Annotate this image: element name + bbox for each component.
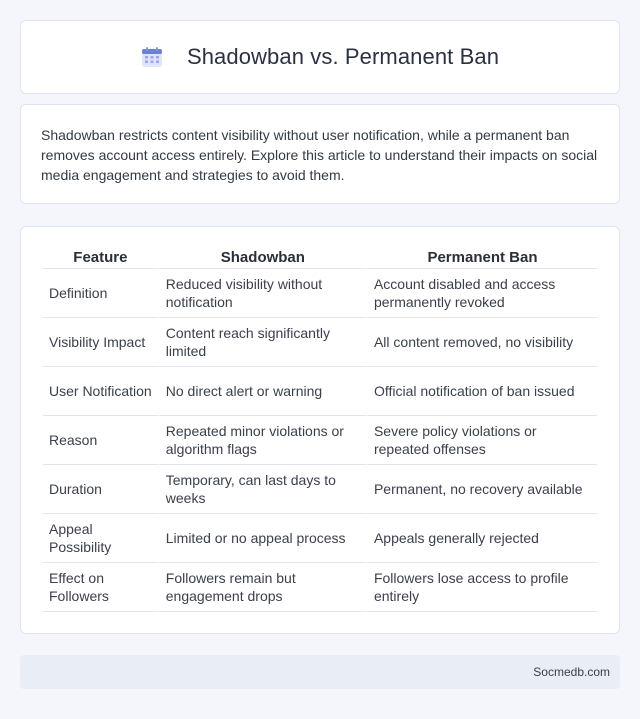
shadowban-cell: Repeated minor violations or algorithm flags [158,416,366,465]
table-header-row [43,245,597,269]
shadowban-cell: Temporary, can last days to weeks [158,465,366,514]
feature-cell: Effect on Followers [43,563,158,612]
table-row [43,318,597,367]
permanent-ban-cell: Official notification of ban issued [366,367,597,416]
feature-cell: Definition [43,269,158,318]
permanent-ban-cell: Followers lose access to profile entirely [366,563,597,612]
permanent-ban-cell: Appeals generally rejected [366,514,597,563]
table-row [43,563,597,612]
shadowban-cell: Limited or no appeal process [158,514,366,563]
calendar-icon [141,46,163,68]
feature-cell: Appeal Possibility [43,514,158,563]
shadowban-cell: Followers remain but engagement drops [158,563,366,612]
feature-cell: User Notification [43,367,158,416]
intro-paragraph: Shadowban restricts content visibility without user notification, while a permanent ban removes account access entirely. Explore this article to understand their impacts on social media engagement and strategies to avoid them. [41,127,598,183]
table-row [43,465,597,514]
header-shadowban: Shadowban [158,245,366,269]
table-row [43,269,597,318]
intro-card [20,104,620,204]
table-row [43,416,597,465]
shadowban-cell: Content reach significantly limited [158,318,366,367]
permanent-ban-cell: Severe policy violations or repeated offenses [366,416,597,465]
table-row [43,367,597,416]
header-permanent-ban: Permanent Ban [366,245,597,269]
feature-cell: Reason [43,416,158,465]
shadowban-cell: Reduced visibility without notification [158,269,366,318]
permanent-ban-cell: All content removed, no visibility [366,318,597,367]
table-row [43,514,597,563]
title-wrap [141,44,499,70]
footer-site-name: Socmedb.com [533,665,610,679]
permanent-ban-cell: Permanent, no recovery available [366,465,597,514]
header-feature: Feature [43,245,158,269]
title-card [20,20,620,94]
footer-bar [20,655,620,689]
permanent-ban-cell: Account disabled and access permanently revoked [366,269,597,318]
shadowban-cell: No direct alert or warning [158,367,366,416]
feature-cell: Visibility Impact [43,318,158,367]
comparison-card [20,226,620,634]
comparison-table [43,245,597,612]
page-title: Shadowban vs. Permanent Ban [186,44,500,69]
feature-cell: Duration [43,465,158,514]
